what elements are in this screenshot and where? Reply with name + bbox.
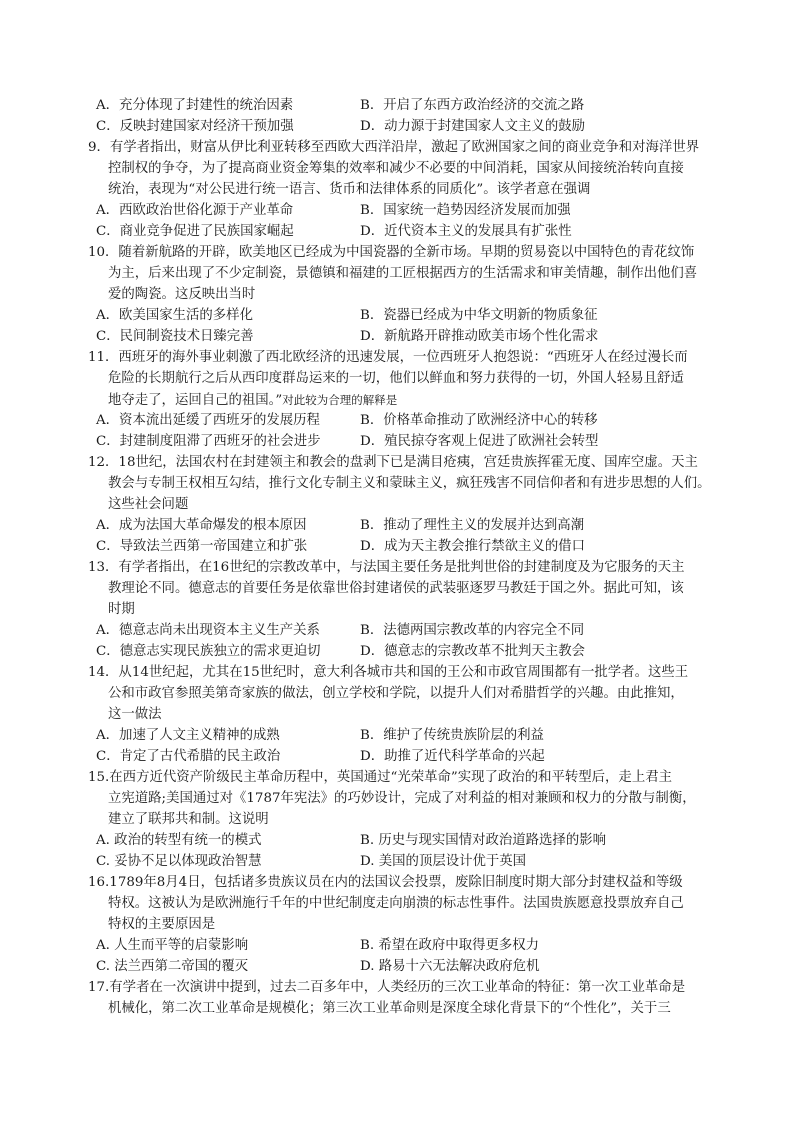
q16-option-a: A. 人生而平等的启蒙影响 (96, 938, 249, 953)
q9-option-a: A．西欧政治世俗化源于产业革命 (96, 203, 294, 218)
q10-option-c: C．民间制瓷技术日臻完善 (96, 329, 254, 344)
q17-stem-line-2: 机械化，第二次工业革命是规模化；第三次工业革命则是深度全球化背景下的“个性化”，关于三 (108, 1001, 671, 1016)
q10-stem-line-1: 10．随着新航路的开辟，欧美地区已经成为中国瓷器的全新市场。早期的贸易瓷以中国特色的青花纹饰 (88, 245, 695, 260)
q10-option-d: D．新航路开辟推动欧美市场个性化需求 (360, 329, 599, 344)
q14-stem-line-1: 14．从14世纪起，尤其在15世纪时，意大利各城市共和国的王公和市政官周围都有一批学者。这些王 (88, 665, 689, 680)
q12-option-d: D．成为天主教会推行禁欲主义的借口 (360, 539, 585, 554)
q15-option-b: B. 历史与现实国情对政治道路选择的影响 (360, 833, 606, 848)
q11-option-a: A．资本流出延缓了西班牙的发展历程 (96, 413, 320, 428)
q13-stem-line-2: 教理论不同。德意志的首要任务是依靠世俗封建诸侯的武装驱逐罗马教廷于国之外。据此可知，该 (108, 581, 684, 596)
q16-option-c: C. 法兰西第二帝国的覆灭 (96, 959, 249, 974)
q14-option-a: A．加速了人文主义精神的成熟 (96, 728, 280, 743)
q15-stem-line-1: 15.在西方近代资产阶级民主革命历程中，英国通过“光荣革命”实现了政治的和平转型后，走上君主 (88, 770, 672, 785)
q12-stem-line-2: 教会与专制王权相互勾结，推行文化专制主义和蒙昧主义，疯狂残害不同信仰者和有进步思想的人们。 (108, 476, 711, 491)
q13-stem-line-3: 时期 (108, 602, 135, 617)
q12-option-c: C．导致法兰西第一帝国建立和扩张 (96, 539, 308, 554)
q9-stem-line-1: 9．有学者指出，财富从伊比利亚转移至西欧大西洋沿岸，激起了欧洲国家之间的商业竞争和对海洋世界 (88, 140, 700, 155)
q15-option-c: C. 妥协不足以体现政治智慧 (96, 854, 262, 869)
q9-option-b: B．国家统一趋势因经济发展而加强 (360, 203, 571, 218)
q13-option-d: D．德意志的宗教改革不批判天主教会 (360, 644, 585, 659)
q12-stem-line-1: 12．18世纪，法国农村在封建领主和教会的盘剥下已是满目疮痍，宫廷贵族挥霍无度、国库空虚。天主 (88, 455, 698, 470)
q8-option-b: B．开启了东西方政治经济的交流之路 (360, 98, 585, 113)
q9-option-c: C．商业竞争促进了民族国家崛起 (96, 224, 294, 239)
q10-option-a: A．欧美国家生活的多样化 (96, 308, 253, 323)
q15-option-a: A. 政治的转型有统一的模式 (96, 833, 262, 848)
q9-stem-line-2: 控制权的争夺，为了提高商业资金筹集的效率和减少不必要的中间消耗，国家从间接统治转向直接 (108, 161, 684, 176)
q11-stem-line-2: 危险的长期航行之后从西印度群岛运来的一切，他们以鲜血和努力获得的一切，外国人轻易且舒适 (108, 371, 684, 386)
q8-option-d: D．动力源于封建国家人文主义的鼓励 (360, 119, 585, 134)
q9-option-d: D．近代资本主义的发展具有扩张性 (360, 224, 572, 239)
q14-stem-line-3: 这一做法 (108, 707, 162, 722)
q11-stem-line-1: 11．西班牙的海外事业刺激了西北欧经济的迅速发展，一位西班牙人抱怨说：“西班牙人在经过漫长而 (88, 350, 688, 365)
q13-option-b: B．法德两国宗教改革的内容完全不同 (360, 623, 585, 638)
q12-option-a: A．成为法国大革命爆发的根本原因 (96, 518, 307, 533)
q15-stem-line-3: 建立了联邦共和制。这说明 (108, 812, 269, 827)
q11-option-b: B．价格革命推动了欧洲经济中心的转移 (360, 413, 598, 428)
q13-option-a: A．德意志尚未出现资本主义生产关系 (96, 623, 320, 638)
q8-option-a: A．充分体现了封建性的统治因素 (96, 98, 294, 113)
q13-stem-line-1: 13．有学者指出，在16世纪的宗教改革中，与法国主要任务是批判世俗的封建制度及为它服务的天主 (88, 560, 685, 575)
q10-stem-line-2: 为主，后来出现了不少定制瓷，景德镇和福建的工匠根据西方的生活需求和审美情趣，制作出他们喜 (108, 266, 698, 281)
q14-stem-line-2: 公和市政官参照美第奇家族的做法，创立学校和学院，以提升人们对希腊哲学的兴趣。由此推知， (108, 686, 684, 701)
q14-option-d: D．助推了近代科学革命的兴起 (360, 749, 545, 764)
q12-stem-line-3: 这些社会问题 (108, 497, 189, 512)
q16-option-d: D. 路易十六无法解决政府危机 (360, 959, 540, 974)
q14-option-b: B．维护了传统贵族阶层的利益 (360, 728, 544, 743)
q16-stem-line-2: 特权。这被认为是欧洲施行千年的中世纪制度走向崩溃的标志性事件。法国贵族愿意投票放弃自己 (108, 896, 684, 911)
q16-stem-line-1: 16.1789年8月4日，包括诸多贵族议员在内的法国议会投票，废除旧制度时期大部分封建权益和等级 (88, 875, 683, 890)
q15-option-d: D. 美国的顶层设计优于英国 (360, 854, 527, 869)
q10-option-b: B．瓷器已经成为中华文明新的物质象征 (360, 308, 598, 323)
q17-stem-line-1: 17.有学者在一次演讲中提到，过去二百多年中，人类经历的三次工业革命的特征：第一次工业革命是 (88, 980, 686, 995)
q13-option-c: C．德意志实现民族独立的需求更迫切 (96, 644, 321, 659)
q11-stem-line-3 (108, 390, 397, 410)
q11-question-tail: 对此较为合理的解释是 (282, 393, 398, 407)
q11-option-c: C．封建制度阻滞了西班牙的社会进步 (96, 434, 321, 449)
q16-stem-line-3: 特权的主要原因是 (108, 917, 216, 932)
q12-option-b: B．推动了理性主义的发展并达到高潮 (360, 518, 585, 533)
q10-stem-line-3: 爱的陶瓷。这反映出当时 (108, 287, 256, 302)
q11-quote-end: 地夺走了，运回自己的祖国。” (108, 393, 283, 408)
q8-option-c: C．反映封建国家对经济干预加强 (96, 119, 294, 134)
q15-stem-line-2: 立宪道路;美国通过对《1787年宪法》的巧妙设计，完成了对利益的相对兼顾和权力的分散与制衡， (108, 791, 696, 806)
q9-stem-line-3: 统治，表现为“对公民进行统一语言、货币和法律体系的同质化”。该学者意在强调 (108, 182, 591, 197)
q14-option-c: C．肯定了古代希腊的民主政治 (96, 749, 281, 764)
q16-option-b: B. 希望在政府中取得更多权力 (360, 938, 540, 953)
q11-option-d: D．殖民掠夺客观上促进了欧洲社会转型 (360, 434, 599, 449)
